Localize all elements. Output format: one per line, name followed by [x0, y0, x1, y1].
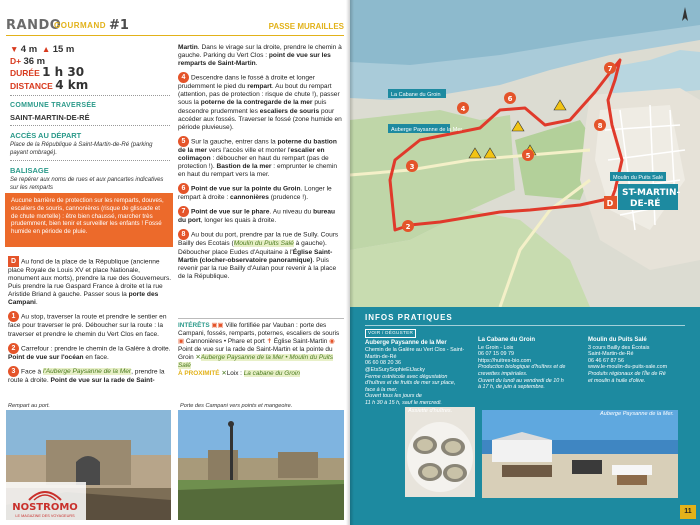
step-3-marker: 3	[8, 366, 19, 377]
svg-text:5: 5	[525, 152, 531, 160]
info-moulin: Moulin du Puits Salé 3 cours Bailly des Écotais Saint-Martin-de-Ré 06 46 67 87 56 www.le-moulin-du-puits-sale.com Produits régionaux de l'Île de Ré et moulin à huile d'olive.	[588, 337, 668, 384]
svg-text:La Cabane du Groin: La Cabane du Groin	[391, 92, 441, 98]
step-7-marker: 7	[178, 206, 189, 217]
page-header	[6, 18, 344, 36]
photo-auberge	[482, 410, 678, 498]
nostromo-logo	[4, 482, 86, 520]
svg-text:8: 8	[597, 122, 603, 130]
interets-box: INTÉRÊTS ▣▣ Ville fortifiée par Vauban : porte des Campani, fossés, remparts, poternes, escaliers de souris ▣ Cannonières • Phare et port ✝ Église Saint-Martin ◉ Point de vue sur la rade de Saint-Martin et la pointe du Groin ✕Auberge Paysanne de la Mer • Moulin du Puits Salé À PROXIMITÉ ✕Loix : La cabane du Groin	[178, 318, 344, 378]
svg-text:6: 6	[507, 95, 513, 103]
svg-text:Auberge Paysanne de la Mer: Auberge Paysanne de la Mer	[391, 127, 463, 133]
proximite-label: À PROXIMITÉ	[178, 370, 220, 377]
step-d: D Au fond de la place de la République (ancienne place Royale de Louis XV et place Nationale, monument aux morts), prendre la rue des Gouverneurs. Puis prendre la rue Gaspard France à droite et la rue Aristide Briand à gauche. Passer sous la porte des Campani.	[8, 258, 172, 307]
step-1-marker: 1	[8, 311, 19, 322]
commune-title: COMMUNE TRAVERSÉE	[10, 102, 97, 109]
steps-right-column	[178, 44, 344, 285]
step-4-marker: 4	[178, 72, 189, 83]
infos-title: INFOS PRATIQUES	[365, 313, 453, 322]
food-icon: ✕	[195, 354, 201, 361]
interets-label: INTÉRÊTS	[178, 322, 210, 329]
rando-name: PASSE MURAILLES	[268, 22, 344, 31]
steps-left-column	[8, 256, 172, 389]
balisage-title: BALISAGE	[10, 166, 49, 175]
photo3-caption: Assiette d'huîtres.	[408, 408, 453, 414]
svg-text:LE MAGAZINE DES VOYAGEURS: LE MAGAZINE DES VOYAGEURS	[15, 514, 75, 518]
svg-text:DE-RÉ: DE-RÉ	[630, 199, 661, 209]
acces-text: Place de la République à Saint-Martin-de-Ré (parking payant ombragé).	[10, 142, 153, 156]
down-arrow-icon: ▼	[10, 44, 19, 54]
rando-number: #1	[109, 18, 129, 33]
svg-text:ST-MARTIN-: ST-MARTIN-	[622, 188, 681, 198]
acces-title: ACCÈS AU DÉPART	[10, 131, 82, 140]
svg-text:4: 4	[460, 105, 466, 113]
step-3-cont: Martin. Dans le virage sur la droite, prendre le chemin à gauche. Parking du Vert Clos : point de vue sur les remparts de Saint-Martin.	[178, 44, 342, 68]
route-map	[350, 0, 700, 307]
photo2-caption: Porte des Campani vers points et mangeoire.	[180, 403, 293, 409]
book-gutter	[346, 0, 354, 525]
step-7: 7 Point de vue sur le phare. Au niveau du bureau du port, longer les quais à droite.	[178, 208, 336, 225]
up-arrow-icon: ▲	[41, 44, 51, 54]
stat-distance: DISTANCE 4 km	[10, 77, 89, 92]
step-2-marker: 2	[8, 343, 19, 354]
rando-title: RANDO	[6, 18, 62, 33]
photo1-caption: Rempart au port.	[8, 403, 50, 409]
step-6: 6 Point de vue sur la pointe du Groin. Longer le rempart à droite : cannonières (prudence !).	[178, 185, 332, 202]
stat-duree: DURÉE 1 h 30	[10, 65, 85, 79]
infos-pratiques-panel	[350, 307, 700, 525]
svg-text:3: 3	[409, 163, 415, 171]
photo-porte	[178, 410, 344, 520]
step-5-marker: 5	[178, 136, 189, 147]
right-page	[350, 0, 700, 525]
balisage-text: Se repérer aux noms de rues et aux pancartes indicatives sur les remparts	[10, 177, 164, 191]
step-3: 3 Face à l'Auberge Paysanne de la Mer, prendre la route à droite. Point de vue sur la rade de Saint-	[8, 367, 165, 384]
step-5: 5 Sur la gauche, entrer dans la poterne du bastion de la mer vers l'accès ville et monter l'escalier en colimaçon : déboucher en haut du rempart (pas de protection !). Bastion de la mer : emprunter le chemin en haut du rempart vers la mer.	[178, 137, 338, 179]
church-icon: ✝	[266, 338, 272, 345]
step-2: 2 Carrefour : prendre le chemin de la Galère à droite. Point de vue sur l'océan en face.	[8, 344, 171, 361]
step-1: 1 Au stop, traverser la route et prendre le sentier en face pour traverser le pré. Déboucher sur la route : la traverser et prendre le chemin du Vert Clos en face.	[8, 313, 167, 338]
step-8-marker: 8	[178, 229, 189, 240]
heritage-icon: ▣▣	[211, 322, 224, 329]
photo-huitres	[405, 407, 475, 497]
stat-elevation: ▼ 4 m ▲ 15 m	[10, 44, 75, 55]
step-8: 8 Au bout du port, prendre par la rue de Sully. Cours Bailly des Ecotais (Moulin du Puits Salé à gauche). Déboucher place Eudes d'Aquitaine à l'Église Saint-Martin (clocher-observatoire panoramique). Puis revenir par la rue Bailly d'Aulan pour revenir à la place de la République.	[178, 231, 339, 280]
step-d-marker: D	[8, 256, 19, 267]
cannon-icon: ▣	[178, 338, 185, 345]
svg-text:Moulin du Puits Salé: Moulin du Puits Salé	[613, 175, 664, 181]
svg-text:D: D	[606, 199, 614, 208]
info-cabane: La Cabane du Groin Le Groin - Loix 06 07 15 09 79 https://huitres-bio.com Production biologique d'huîtres et de crevettes impériales. Ouvert du lundi au vendredi de 10 h à 17 h, de juin à septembre.	[478, 337, 566, 391]
commune-value: SAINT-MARTIN-DE-RÉ	[10, 113, 90, 122]
step-4: 4 Descendre dans le fossé à droite et longer prudemment le pied du rempart. Au bout du rempart (attention, pas de protection : risque de chute !), passer sous la poterne de la contregarde de la mer puis descendre prudemment les escaliers de souris pour accéder aux fossés. Traverser le fossé (zone humide en période pluvieuse).	[178, 74, 342, 131]
warning-box: Aucune barrière de protection sur les remparts, douves, escaliers de souris, cannonières (risque de glissade et de chute mortelle) : être bien chaussé, marcher très prudemment, bien tenir et surveiller les enfants ! Fossé humide en période de pluie.	[5, 193, 173, 247]
svg-text:2: 2	[405, 223, 411, 231]
step-6-marker: 6	[178, 183, 189, 194]
photo4-caption: Auberge Paysanne de la Mer.	[600, 411, 674, 417]
page-number: 11	[680, 505, 696, 519]
info-auberge: VOIR / DÉGUSTER Auberge Paysanne de la Mer Chemin de la Galère au Vert Clos - Saint-Martin-de-Ré 06 60 08 20 36 @EtsSurySophieEtJacky Ferme ostréicole avec dégustation d'huîtres et de fruits de mer sur place, face à la mer. Ouvert tous les jours de 11 h 30 à 15 h, sauf le mercredi.	[365, 330, 465, 406]
viewpoint-icon: ◉	[329, 338, 335, 345]
gourmand-label: GOURMAND	[54, 21, 106, 30]
food-icon-2: ✕	[221, 370, 227, 377]
stats-block	[10, 44, 170, 192]
svg-text:NOSTROMO: NOSTROMO	[12, 502, 78, 513]
stat-dplus: D+ 36 m	[10, 55, 46, 67]
svg-text:7: 7	[607, 65, 613, 73]
